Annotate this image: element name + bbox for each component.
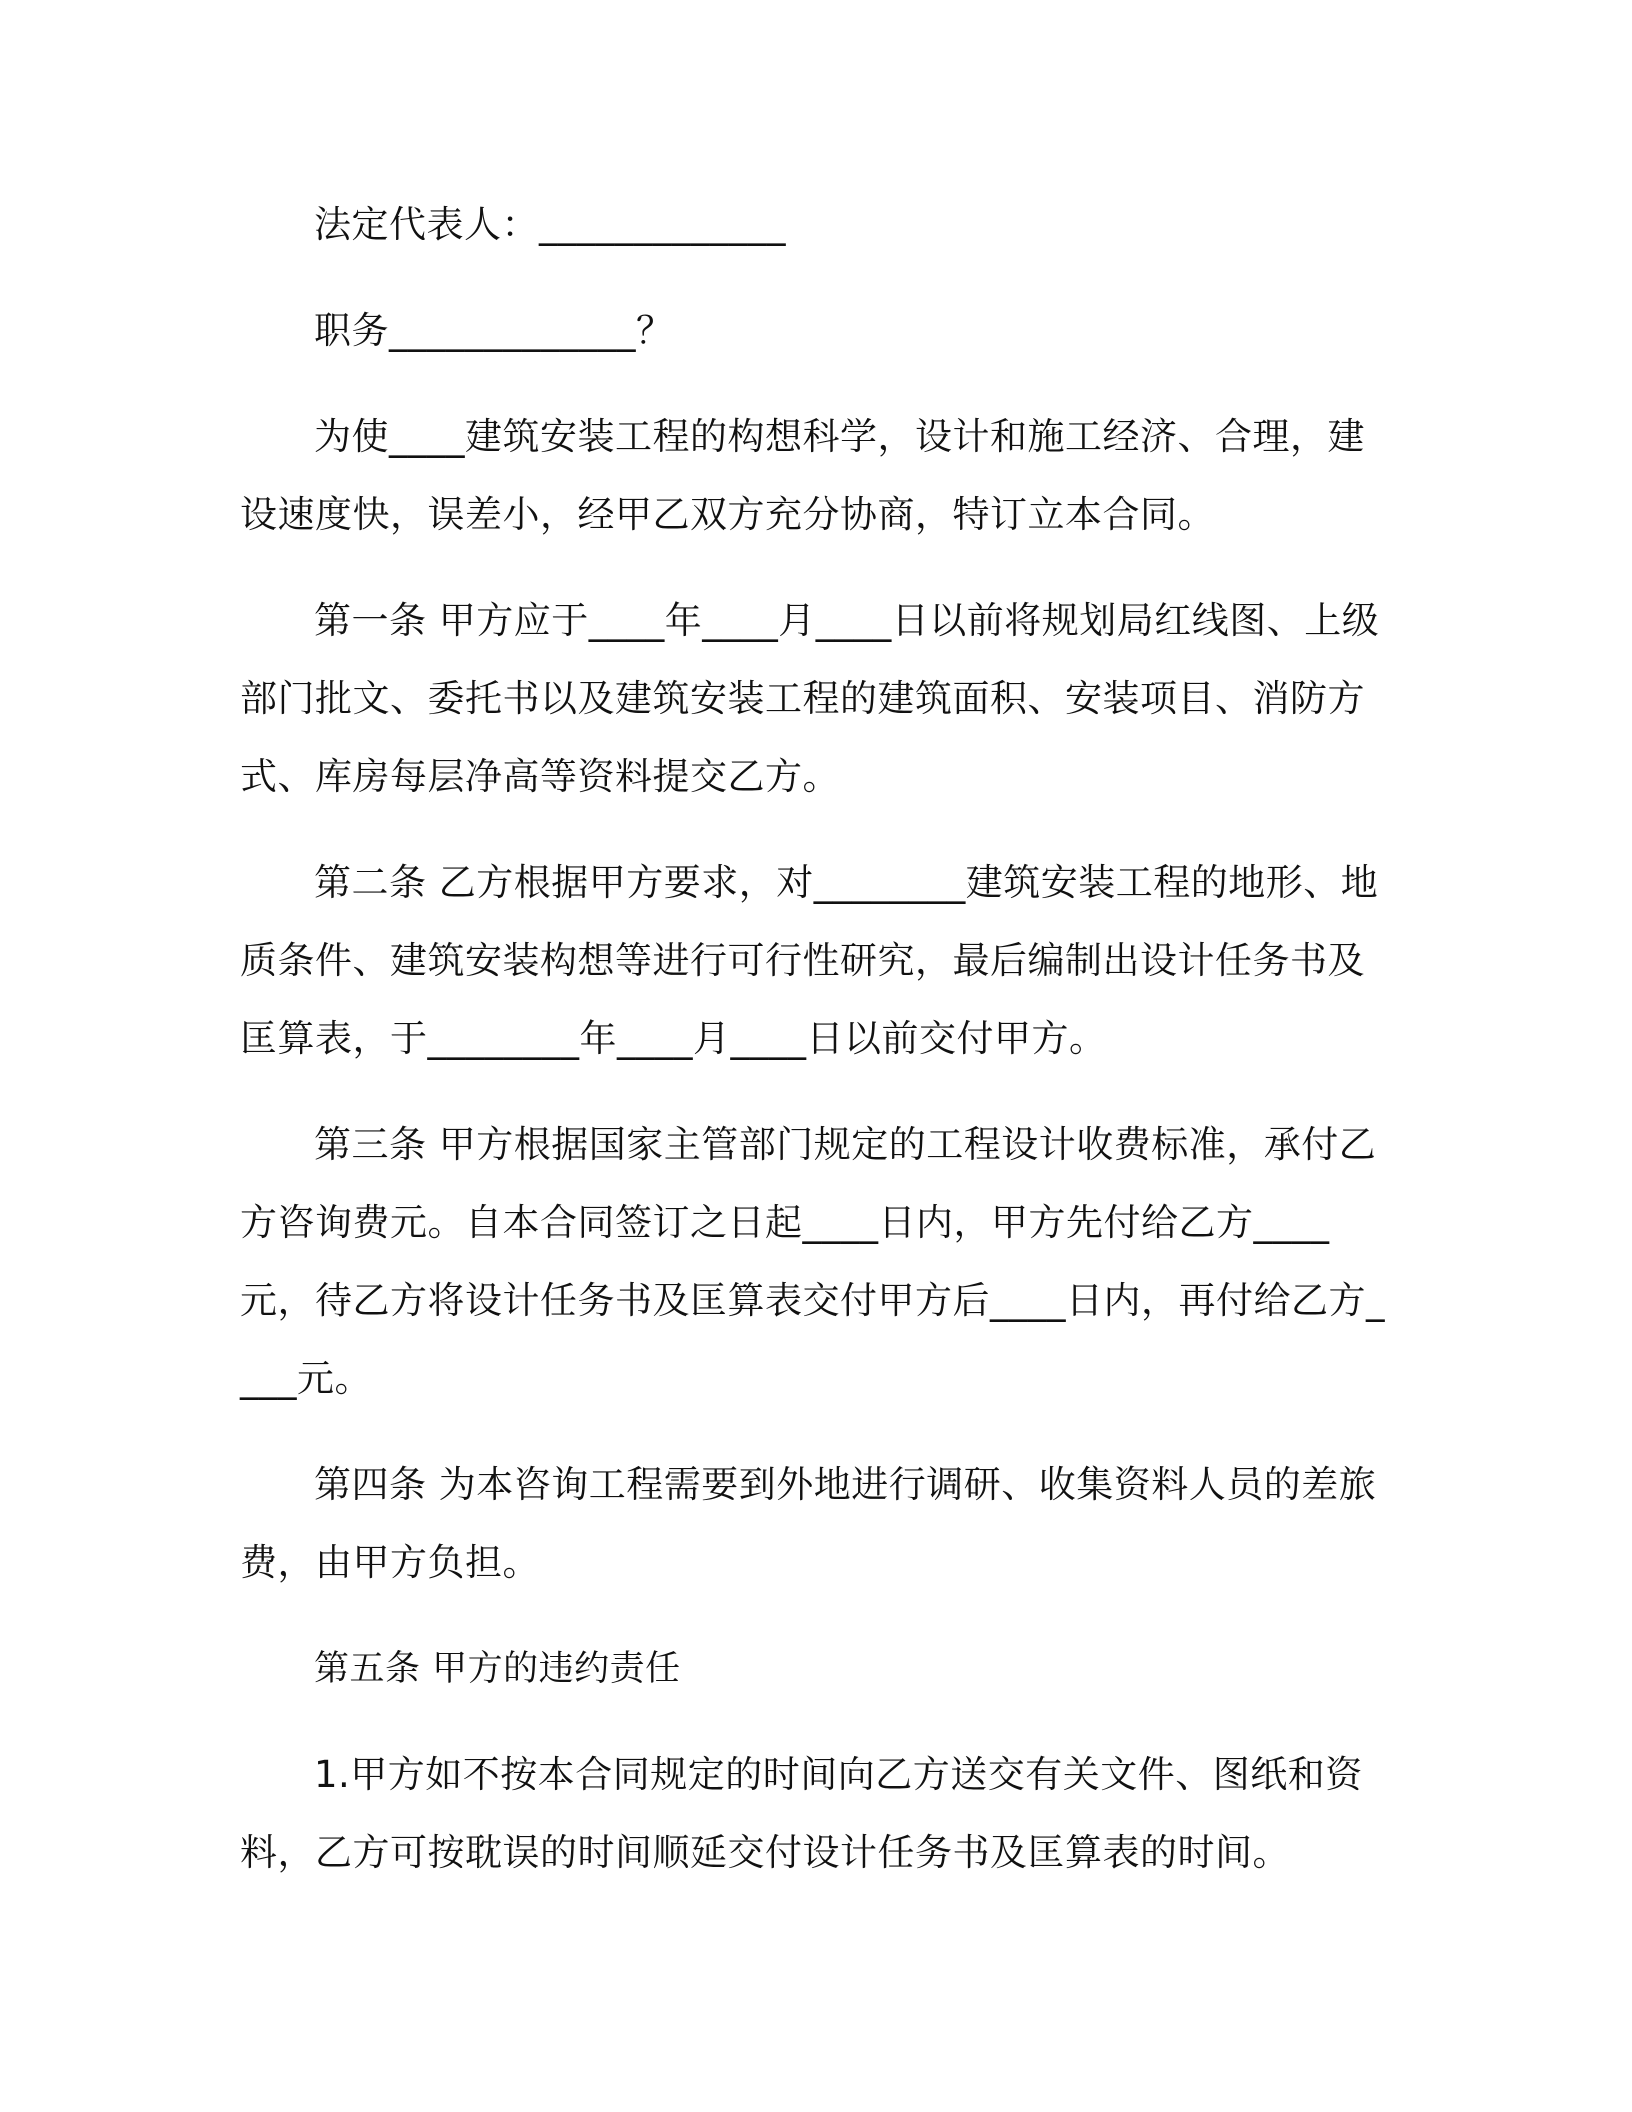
article-4-paragraph: 第四条 为本咨询工程需要到外地进行调研、收集资料人员的差旅费，由甲方负担。 xyxy=(240,1463,1377,1584)
article-2-paragraph: 第二条 乙方根据甲方要求，对________建筑安装工程的地形、地质条件、建筑安装构想等进行可行性研究，最后编制出设计任务书及匡算表，于________年____月____日以前交付甲方。 xyxy=(240,861,1379,1060)
document-body xyxy=(240,186,1390,1920)
legal-representative-line: 法定代表人：_____________ xyxy=(314,203,786,246)
article-1-paragraph: 第一条 甲方应于____年____月____日以前将规划局红线图、上级部门批文、委托书以及建筑安装工程的建筑面积、安装项目、消防方式、库房每层净高等资料提交乙方。 xyxy=(240,599,1380,798)
article-5-item-1: 1.甲方如不按本合同规定的时间向乙方送交有关文件、图纸和资料，乙方可按耽误的时间顺延交付设计任务书及匡算表的时间。 xyxy=(240,1753,1363,1874)
article-3-paragraph: 第三条 甲方根据国家主管部门规定的工程设计收费标准，承付乙方咨询费元。自本合同签订之日起____日内，甲方先付给乙方____元，待乙方将设计任务书及匡算表交付甲方后____日内，再付给乙方____元。 xyxy=(240,1123,1385,1400)
position-line: 职务_____________？ xyxy=(314,309,674,352)
article-5-heading: 第五条 甲方的违约责任 xyxy=(314,1649,681,1689)
contract-purpose-paragraph: 为使____建筑安装工程的构想科学，设计和施工经济、合理，建设速度快，误差小，经甲乙双方充分协商，特订立本合同。 xyxy=(240,415,1365,536)
